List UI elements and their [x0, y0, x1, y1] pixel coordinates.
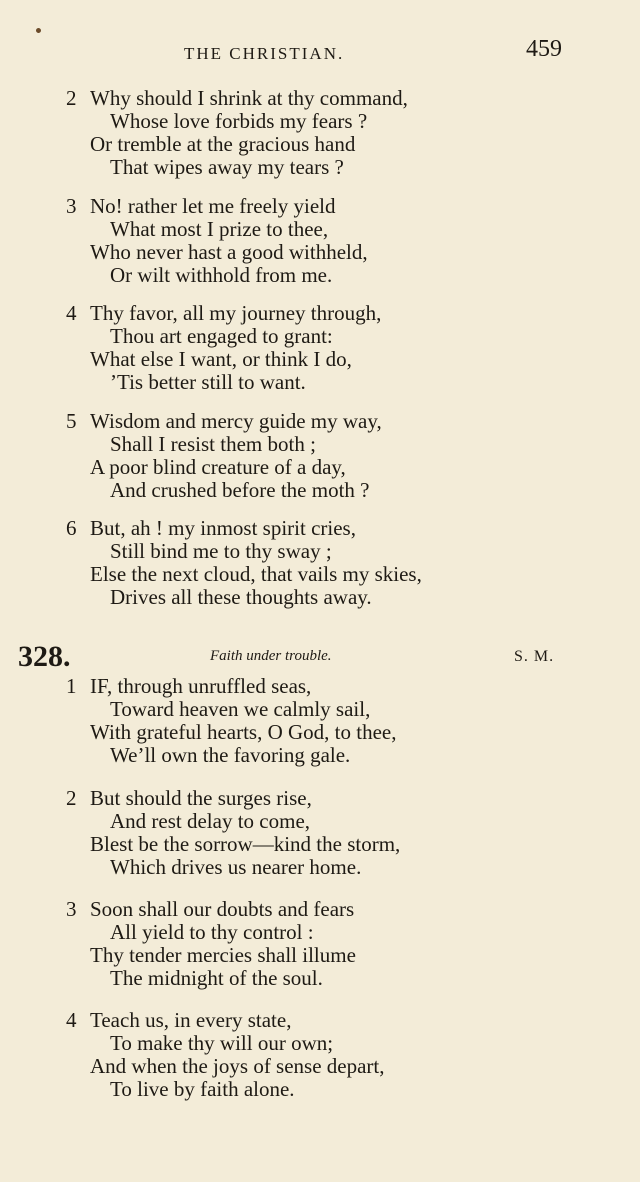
stanza-number: 3 [66, 194, 77, 218]
verse-line: 3 Soon shall our doubts and fears [66, 897, 355, 921]
verse-line: 4 Teach us, in every state, [66, 1008, 292, 1032]
verse-line: 6 But, ah ! my inmost spirit cries, [66, 516, 356, 540]
stanza-number: 5 [66, 409, 77, 433]
stanza-number: 2 [66, 86, 77, 110]
verse-line: 4 Thy favor, all my journey through, [66, 301, 382, 325]
verse-line: 1 IF, through unruffled seas, [66, 674, 312, 698]
verse-line: To make thy will our own; [110, 1031, 334, 1055]
stanza [64, 87, 584, 179]
verse-line: What most I prize to thee, [110, 217, 329, 241]
verse-line: Blest be the sorrow—kind the storm, [90, 832, 401, 856]
stanza [64, 787, 584, 879]
verse-line: 3 No! rather let me freely yield [66, 194, 336, 218]
verse-line: A poor blind creature of a day, [90, 455, 346, 479]
verse-line: Thy tender mercies shall illume [90, 943, 356, 967]
stanza-number: 3 [66, 897, 77, 921]
stanza [64, 1009, 584, 1101]
verse-line: Who never hast a good withheld, [90, 240, 368, 264]
verse-line: Shall I resist them both ; [110, 432, 316, 456]
verse-line: Thou art engaged to grant: [110, 324, 333, 348]
verse-line: Which drives us nearer home. [110, 855, 362, 879]
verse-line: What else I want, or think I do, [90, 347, 352, 371]
stanza [64, 302, 584, 394]
page-number: 459 [526, 36, 562, 62]
verse-line: 2 Why should I shrink at thy command, [66, 86, 408, 110]
verse-line: Toward heaven we calmly sail, [110, 697, 371, 721]
verse-line: Still bind me to thy sway ; [110, 539, 332, 563]
stanza [64, 898, 584, 990]
hymn-number: 328. [18, 640, 71, 673]
verse-line: And crushed before the moth ? [110, 478, 370, 502]
stanza [64, 675, 584, 767]
stanza [64, 517, 584, 609]
verse-line: We’ll own the favoring gale. [110, 743, 351, 767]
verse-line: And rest delay to come, [110, 809, 311, 833]
verse-line: Else the next cloud, that vails my skies, [90, 562, 422, 586]
running-title: THE CHRISTIAN. [184, 44, 345, 63]
verse-line: And when the joys of sense depart, [90, 1054, 385, 1078]
verse-line: 5 Wisdom and mercy guide my way, [66, 409, 382, 433]
verse-line: Whose love forbids my fears ? [110, 109, 368, 133]
stanza [64, 410, 584, 502]
verse-line: All yield to thy control : [110, 920, 314, 944]
verse-line: ’Tis better still to want. [110, 370, 306, 394]
verse-line: Drives all these thoughts away. [110, 585, 372, 609]
verse-line: That wipes away my tears ? [110, 155, 344, 179]
stanza-number: 6 [66, 516, 77, 540]
stanza-number: 1 [66, 674, 77, 698]
verse-line: 2 But should the surges rise, [66, 786, 312, 810]
verse-line: Or wilt withhold from me. [110, 263, 333, 287]
hymn-title: Faith under trouble. [210, 648, 332, 664]
hymn-header [18, 640, 578, 673]
stanza-number: 2 [66, 786, 77, 810]
stanza [64, 195, 584, 287]
ink-speck [35, 27, 42, 34]
verse-line: With grateful hearts, O God, to thee, [90, 720, 397, 744]
hymn-meter: S. M. [514, 648, 555, 665]
stanza-number: 4 [66, 301, 77, 325]
verse-line: Or tremble at the gracious hand [90, 132, 356, 156]
verse-line: To live by faith alone. [110, 1077, 295, 1101]
verse-line: The midnight of the soul. [110, 966, 323, 990]
stanza-number: 4 [66, 1008, 77, 1032]
